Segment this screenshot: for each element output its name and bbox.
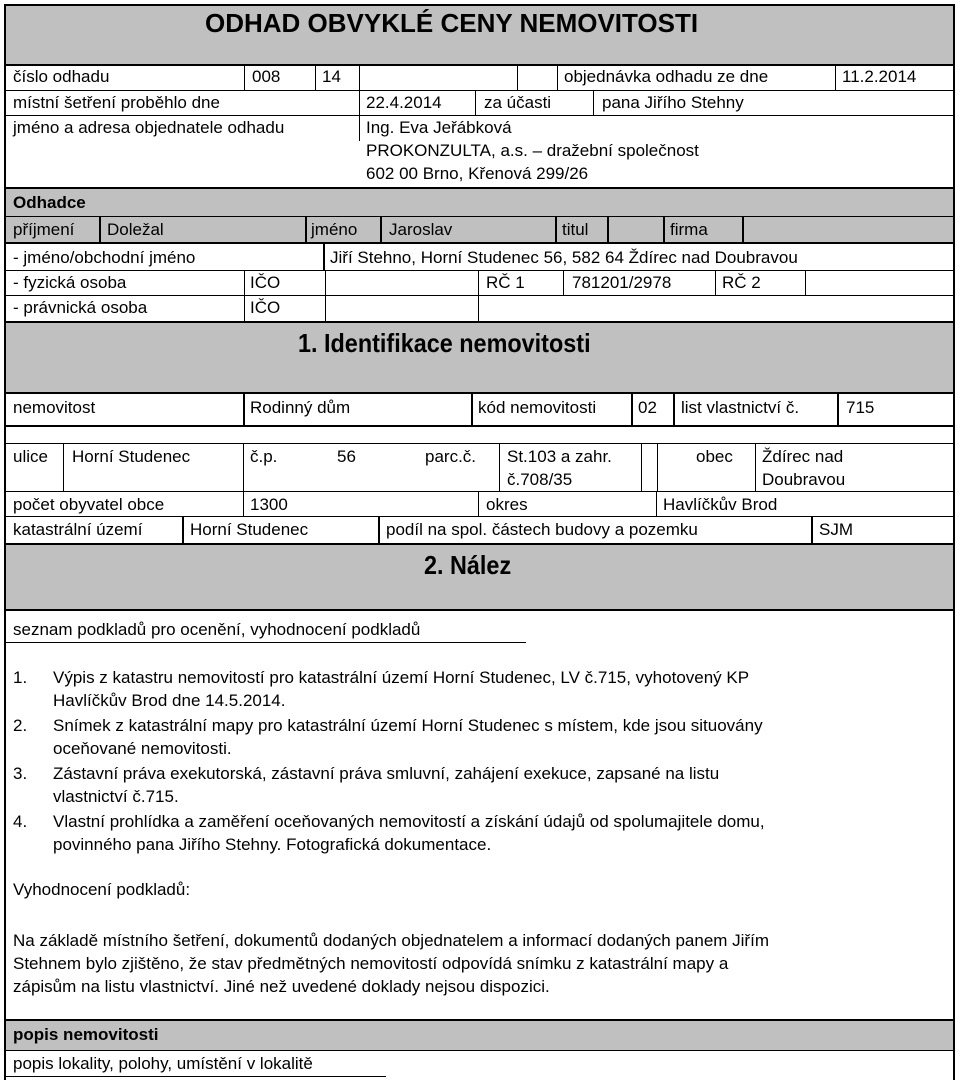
ucast-label: za účasti: [484, 93, 552, 112]
podil-value: SJM: [819, 520, 853, 539]
rule: [359, 64, 360, 141]
objednatel-line-1: Ing. Eva Jeřábková: [366, 118, 512, 137]
rule: [244, 64, 245, 90]
list-item-line: Vlastní prohlídka a zaměření oceňovaných nemovitostí a získání údajů od spolumajitele domu,: [53, 812, 765, 831]
rule: [657, 443, 658, 491]
rule: [244, 270, 245, 321]
list-item-number: 4.: [13, 812, 28, 831]
ulice-value: Horní Studenec: [72, 447, 191, 466]
document-title: ODHAD OBVYKLÉ CENY NEMOVITOSTI: [205, 8, 699, 38]
rule: [742, 216, 744, 242]
rule: [563, 270, 564, 295]
rule: [6, 115, 953, 116]
popis-heading: popis nemovitosti: [13, 1025, 159, 1044]
obec-value-2: Doubravou: [762, 470, 846, 489]
jmeno-label: jméno: [311, 220, 358, 239]
rule: [6, 321, 953, 323]
ku-label: katastrální území: [13, 520, 143, 539]
rule: [6, 609, 953, 611]
list-item-line: Havlíčkův Brod dne 14.5.2014.: [53, 691, 286, 710]
rule: [6, 543, 953, 545]
obyvatel-value: 1300: [250, 495, 288, 514]
rule: [478, 270, 479, 321]
rule: [517, 64, 518, 90]
ico2-label: IČO: [250, 298, 281, 317]
rule: [805, 270, 806, 295]
rule: [6, 642, 526, 643]
rule: [6, 242, 953, 244]
rule: [656, 491, 657, 516]
parc-value-1: St.103 a zahr.: [507, 447, 612, 466]
rule: [243, 392, 245, 425]
rule: [6, 1050, 953, 1051]
ulice-label: ulice: [13, 447, 48, 466]
list-item-line: Výpis z katastru nemovitostí pro katastrální území Horní Studenec, LV č.715, vyhotovený KP: [53, 668, 750, 687]
fyzicka-label: - fyzická osoba: [13, 273, 127, 292]
rule: [607, 216, 609, 242]
rule: [471, 392, 473, 425]
obyvatel-label: počet obyvatel obce: [13, 495, 165, 514]
rule: [499, 443, 500, 491]
cislo-a: 008: [252, 67, 281, 86]
podklady-label: seznam podkladů pro ocenění, vyhodnocení podkladů: [13, 620, 421, 639]
nemovitost-label: nemovitost: [13, 398, 96, 417]
vyhodnoceni-text: [13, 929, 943, 998]
rule: [305, 216, 307, 242]
setreni-date: 22.4.2014: [366, 93, 442, 112]
list-item-text: [53, 810, 933, 856]
cp-value: 56: [337, 447, 356, 466]
rule: [323, 243, 325, 270]
rule: [6, 1076, 386, 1077]
odhadce-heading: Odhadce: [13, 193, 86, 212]
cp-label: č.p.: [250, 447, 278, 466]
ucast-value: pana Jiřího Stehny: [602, 93, 744, 112]
nemovitost-value: Rodinný dům: [250, 398, 351, 417]
ico-label: IČO: [250, 273, 281, 292]
parc-label: parc.č.: [425, 447, 477, 466]
rule: [6, 392, 953, 394]
lv-value: 715: [846, 398, 875, 417]
parc-value-2: č.708/35: [507, 470, 573, 489]
rule: [837, 392, 839, 425]
rule: [380, 216, 382, 242]
rule: [673, 392, 675, 425]
rule: [593, 90, 594, 115]
rule: [755, 443, 756, 491]
objednavka-label: objednávka odhadu ze dne: [564, 67, 769, 86]
rule: [715, 270, 716, 295]
titul-label: titul: [562, 220, 589, 239]
obec-value-1: Ždírec nad: [762, 447, 844, 466]
rule: [243, 491, 244, 516]
vyhodnoceni-line: Stehnem bylo zjištěno, že stav předmětných nemovitostí odpovídá snímku z katastrální mapy a: [13, 954, 729, 973]
rule: [835, 64, 836, 90]
obec-label: obec: [696, 447, 733, 466]
rule: [6, 270, 953, 271]
rule: [6, 187, 953, 189]
rule: [315, 64, 316, 90]
rule: [555, 216, 557, 242]
objednavka-date: 11.2.2014: [842, 67, 917, 86]
kod-value: 02: [638, 398, 657, 417]
rule: [811, 516, 813, 543]
rule: [63, 443, 64, 491]
rule: [663, 216, 665, 242]
list-item-number: 2.: [13, 716, 28, 735]
rc1-value: 781201/2978: [572, 273, 672, 292]
popis-sub: popis lokality, polohy, umístění v lokalitě: [13, 1054, 313, 1073]
cislo-b: 14: [322, 67, 341, 86]
rule: [478, 491, 479, 516]
list-item-line: povinného pana Jiřího Stehny. Fotografická dokumentace.: [53, 835, 492, 854]
rule: [641, 443, 642, 491]
list-item-line: Zástavní práva exekutorská, zástavní práva smluvní, zahájení exekuce, zapsané na listu: [53, 764, 720, 783]
okres-value: Havlíčkův Brod: [663, 495, 778, 514]
rc1-label: RČ 1: [486, 273, 525, 292]
section2-heading: 2. Nález: [424, 550, 512, 580]
cislo-label: číslo odhadu: [13, 67, 110, 86]
list-item-number: 3.: [13, 764, 28, 783]
list-item-line: vlastnictví č.715.: [53, 787, 179, 806]
rule: [631, 392, 633, 425]
list-item-text: [53, 714, 933, 760]
prijmeni-label: příjmení: [13, 220, 75, 239]
rule: [6, 216, 953, 217]
okres-label: okres: [486, 495, 528, 514]
section1-heading: 1. Identifikace nemovitosti: [298, 328, 591, 358]
rule: [182, 516, 184, 543]
list-item-line: oceňované nemovitosti.: [53, 739, 232, 758]
list-item-text: [53, 762, 933, 808]
vyhodnoceni-label: Vyhodnocení podkladů:: [13, 880, 191, 899]
prijmeni-value: Doležal: [107, 220, 164, 239]
rule: [6, 64, 953, 66]
pravnicka-label: - právnická osoba: [13, 298, 148, 317]
list-item-text: [53, 666, 933, 712]
lv-label: list vlastnictví č.: [681, 398, 800, 417]
rule: [99, 216, 101, 242]
rule: [6, 491, 953, 492]
odhadce-band: [6, 188, 953, 216]
kod-label: kód nemovitosti: [478, 398, 597, 417]
list-item-number: 1.: [13, 668, 28, 687]
firma-label: firma: [670, 220, 708, 239]
rc2-label: RČ 2: [722, 273, 761, 292]
objednatel-line-2: PROKONZULTA, a.s. – dražební společnost: [366, 141, 699, 160]
rule: [243, 443, 244, 491]
rule: [325, 270, 326, 321]
list-item-line: Snímek z katastrální mapy pro katastrální území Horní Studenec s místem, kde jsou situovány: [53, 716, 763, 735]
setreni-label: místní šetření proběhlo dne: [13, 93, 220, 112]
rule: [557, 64, 558, 90]
rule: [378, 516, 380, 543]
objednatel-label: jméno a adresa objednatele odhadu: [13, 118, 285, 137]
podil-label: podíl na spol. částech budovy a pozemku: [386, 520, 698, 539]
jmeno-value: Jaroslav: [389, 220, 453, 239]
objednatel-line-3: 602 00 Brno, Křenová 299/26: [366, 164, 589, 183]
obchodni-value: Jiří Stehno, Horní Studenec 56, 582 64 Ždírec nad Doubravou: [330, 248, 798, 267]
rule: [6, 1019, 953, 1021]
obchodni-label: - jméno/obchodní jméno: [13, 248, 196, 267]
vyhodnoceni-line: zápisům na listu vlastnictví. Jiné než uvedené doklady nejsou dispozici.: [13, 977, 550, 996]
rule: [6, 295, 953, 296]
rule: [6, 90, 953, 91]
rule: [475, 90, 476, 115]
rule: [6, 425, 953, 427]
vyhodnoceni-line: Na základě místního šetření, dokumentů dodaných objednatelem a informací dodaných panem Jiřím: [13, 931, 769, 950]
ku-value: Horní Studenec: [190, 520, 309, 539]
rule: [6, 443, 953, 444]
